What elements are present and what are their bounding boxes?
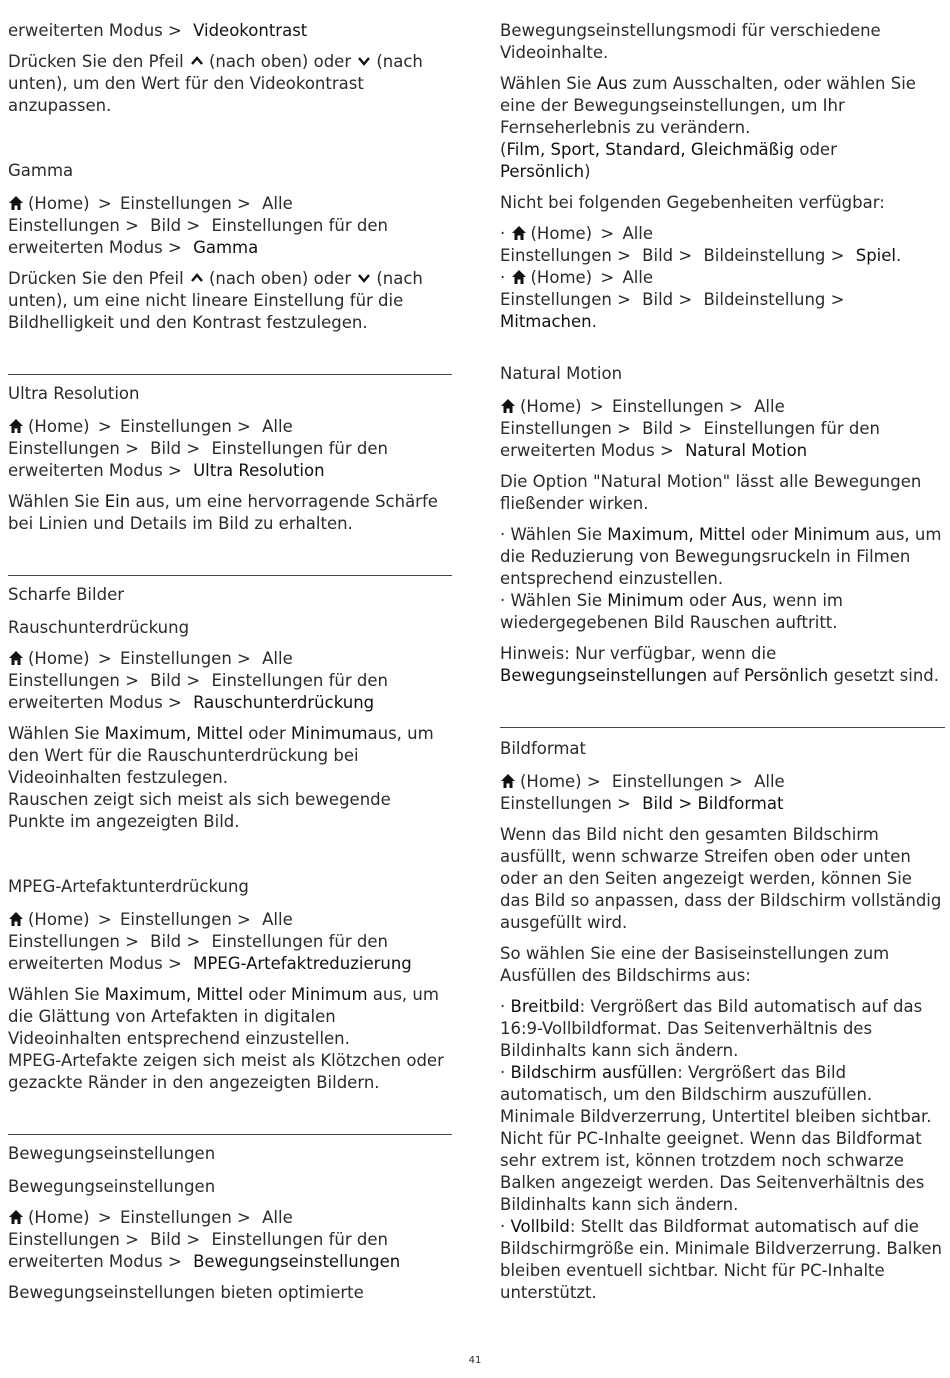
path-segment: (Home) — [520, 397, 582, 416]
text: zum Ausschalten, oder wählen Sie eine der Bewegungseinstellungen, um Ihr Fernseherlebnis zu verändern. — [500, 74, 916, 137]
path-segment: erweiterten Modus > — [8, 461, 182, 480]
chevron-down-icon — [356, 53, 372, 69]
not-available-list — [500, 223, 945, 333]
text: oder — [248, 724, 286, 743]
option-bildschirm-ausfuellen: Bildschirm ausfüllen — [510, 1063, 678, 1082]
option-persoenlich: Persönlich — [500, 162, 585, 181]
chevron-down-icon — [356, 270, 372, 286]
text: auf — [712, 666, 739, 685]
path-target: Natural Motion — [685, 441, 808, 460]
path-segment: Bild > — [150, 439, 201, 458]
path-segment: Bild > — [150, 932, 201, 951]
path-segment: Alle — [262, 910, 293, 929]
path-segment: Einstellungen > — [8, 671, 139, 690]
section-title-bewegungseinstellungen: Bewegungseinstellungen — [8, 1144, 216, 1163]
home-icon — [500, 398, 516, 414]
path-segment: Bildeinstellung > — [703, 290, 845, 309]
option-mittel: Mittel — [196, 985, 244, 1004]
path-separator: > — [97, 417, 112, 436]
path-segment: Einstellungen > — [119, 910, 251, 929]
path-target: Videokontrast — [193, 21, 308, 40]
path-segment: (Home) — [28, 649, 90, 668]
natural-motion-note — [500, 643, 945, 687]
path-segment: Bild > — [642, 290, 693, 309]
motion-options-list — [500, 139, 945, 183]
bildformat-options — [500, 996, 945, 1304]
text: aus, um die Reduzierung von Bewegungsruckeln in Filmen entsprechend einzustellen. — [500, 525, 942, 588]
text: Drücken Sie den Pfeil — [8, 52, 184, 71]
menu-path-bildformat — [500, 771, 945, 815]
text: (nach oben) oder — [208, 52, 352, 71]
option-persoenlich: Persönlich — [744, 666, 829, 685]
path-separator: > — [600, 224, 615, 243]
text: · Wählen Sie — [500, 525, 602, 544]
path-target: Mitmachen — [500, 312, 592, 331]
path-segment: (Home) — [28, 194, 90, 213]
path-segment: Einstellungen für den — [703, 419, 880, 438]
section-title-natural-motion: Natural Motion — [500, 364, 623, 383]
option-mittel: Mittel — [196, 724, 244, 743]
section-title-gamma: Gamma — [8, 161, 74, 180]
text: (nach unten), um den Wert für den Videokontrast anzupassen. — [8, 52, 423, 115]
path-target: MPEG-Artefaktreduzierung — [193, 954, 412, 973]
path-segment: Bild > — [150, 671, 201, 690]
text: : Stellt das Bildformat automatisch auf die Bildschirmgröße ein. Minimale Bildverzerrung. Balken bleiben eventuell sichtbar. Nicht für PC-Inhalte unterstützt. — [500, 1217, 942, 1302]
option-film: Film, — [506, 140, 546, 159]
option-maximum: Maximum, — [104, 724, 192, 743]
text: Wählen Sie — [8, 724, 100, 743]
motion-options-description — [500, 73, 945, 139]
path-segment: Einstellungen > — [8, 216, 139, 235]
text: aus, um den Wert für die Rauschunterdrückung bei Videoinhalten festzulegen. — [8, 724, 434, 787]
path-segment: Einstellungen > — [8, 439, 139, 458]
option-standard: Standard, — [605, 140, 686, 159]
menu-path-bewegungseinstellungen — [8, 1207, 452, 1273]
mpeg-description — [8, 984, 452, 1094]
menu-path-natural-motion — [500, 396, 945, 462]
section-scharfe-bilder — [8, 575, 452, 833]
path-segment: Einstellungen > — [119, 194, 251, 213]
text: gesetzt sind. — [833, 666, 940, 685]
path-segment: erweiterten Modus > — [8, 1252, 182, 1271]
option-maximum: Maximum, — [607, 525, 694, 544]
option-minimum: Minimum — [793, 525, 870, 544]
path-target: Spiel — [855, 246, 896, 265]
path-target: Gamma — [193, 238, 259, 257]
chevron-up-icon — [189, 270, 205, 286]
text: ( — [500, 140, 507, 159]
path-segment: Einstellungen > — [119, 1208, 251, 1227]
menu-path-gamma — [8, 193, 452, 259]
path-separator: > — [97, 194, 112, 213]
path-separator: > — [600, 268, 615, 287]
right-column — [500, 20, 945, 1304]
path-segment: (Home) — [28, 910, 90, 929]
section-subtitle-rauschunterdrueckung: Rauschunterdrückung — [8, 618, 190, 637]
left-column — [8, 20, 452, 1304]
path-segment: Einstellungen > — [611, 772, 743, 791]
path-separator: > — [97, 910, 112, 929]
path-segment: Einstellungen > — [8, 1230, 139, 1249]
path-target: Ultra Resolution — [193, 461, 325, 480]
text: MPEG-Artefakte zeigen sich meist als Klötzchen oder gezackte Ränder in den angezeigten Bildern. — [8, 1051, 444, 1092]
bullet: · — [500, 1217, 511, 1236]
path-segment: erweiterten Modus > — [8, 21, 182, 40]
path-segment: erweiterten Modus > — [8, 693, 182, 712]
natural-motion-description: Die Option "Natural Motion" lässt alle Bewegungen fließender wirken. — [500, 472, 922, 513]
videokontrast-description — [8, 51, 452, 117]
path-segment: Einstellungen > — [500, 419, 631, 438]
text: Drücken Sie den Pfeil — [8, 269, 184, 288]
option-ein: Ein — [104, 492, 131, 511]
path-segment: Einstellungen für den — [211, 1230, 388, 1249]
menu-path-rauschunterdrueckung — [8, 648, 452, 714]
path-separator: > — [97, 1208, 112, 1227]
path-segment: (Home) — [28, 1208, 90, 1227]
section-title-mpeg: MPEG-Artefaktunterdrückung — [8, 877, 249, 896]
bewegungseinstellungen-description: Bewegungseinstellungen bieten optimierte — [8, 1283, 364, 1302]
path-segment: (Home) — [530, 224, 593, 243]
chevron-up-icon — [189, 53, 205, 69]
ultra-resolution-description — [8, 491, 452, 535]
option-vollbild: Vollbild — [510, 1217, 570, 1236]
not-available-heading: Nicht bei folgenden Gegebenheiten verfügbar: — [500, 193, 885, 212]
text: Hinweis: Nur verfügbar, wenn die — [500, 644, 777, 663]
path-segment: Alle — [262, 417, 293, 436]
text: Wählen Sie — [8, 492, 100, 511]
path-segment: (Home) — [530, 268, 593, 287]
path-segment: Einstellungen > — [500, 290, 631, 309]
path-segment: erweiterten Modus > — [8, 238, 182, 257]
option-aus: Aus — [596, 74, 628, 93]
home-icon — [511, 225, 527, 241]
home-icon — [8, 1209, 24, 1225]
text: oder — [688, 591, 727, 610]
path-segment: Einstellungen > — [500, 794, 631, 813]
path-segment: Bild > — [642, 246, 693, 265]
section-bewegungseinstellungen — [8, 1134, 452, 1304]
path-segment: Einstellungen für den — [211, 671, 388, 690]
text: Rauschen zeigt sich meist als sich bewegende Punkte im angezeigten Bild. — [8, 790, 391, 831]
path-segment: Alle — [262, 1208, 293, 1227]
text: , wenn im wiedergegebenen Bild Rauschen auftritt. — [500, 591, 843, 632]
bullet: · — [500, 1063, 511, 1082]
option-aus: Aus — [731, 591, 763, 610]
gamma-description — [8, 268, 452, 334]
bullet: · — [500, 268, 511, 287]
home-icon — [8, 418, 24, 434]
option-minimum: Minimum — [291, 985, 368, 1004]
text: oder — [799, 140, 837, 159]
natural-motion-bullets — [500, 524, 945, 634]
path-segment: (Home) — [28, 417, 90, 436]
path-segment: Alle — [754, 397, 785, 416]
path-segment: Einstellungen für den — [211, 216, 388, 235]
path-segment: Einstellungen > — [119, 417, 251, 436]
menu-path-ultra-resolution — [8, 416, 452, 482]
path-segment: Bild > — [642, 419, 693, 438]
section-mpeg — [8, 876, 452, 1094]
option-sport: Sport, — [550, 140, 601, 159]
text: · Wählen Sie — [500, 591, 602, 610]
text: : Vergrößert das Bild automatisch auf das 16:9-Vollbildformat. Das Seitenverhältnis des Bildinhalts kann sich ändern. — [500, 997, 923, 1060]
section-title-bildformat: Bildformat — [500, 739, 587, 758]
motion-continued-line: Bewegungseinstellungsmodi für verschiedene Videoinhalte. — [500, 21, 881, 62]
option-minimum: Minimum — [607, 591, 684, 610]
menu-path-videokontrast — [8, 20, 452, 42]
page-number: 41 — [468, 1355, 482, 1366]
section-subtitle-bewegungseinstellungen: Bewegungseinstellungen — [8, 1177, 216, 1196]
path-separator: > — [97, 649, 112, 668]
text: oder — [750, 525, 789, 544]
section-gamma — [8, 160, 452, 334]
path-segment: erweiterten Modus > — [500, 441, 674, 460]
path-segment: Bild > — [150, 1230, 201, 1249]
text: oder — [248, 985, 286, 1004]
path-segment: Alle — [262, 194, 293, 213]
path-target: Bewegungseinstellungen — [193, 1252, 401, 1271]
path-segment: Einstellungen für den — [211, 932, 388, 951]
option-maximum: Maximum, — [104, 985, 192, 1004]
home-icon — [511, 269, 527, 285]
text: Wählen Sie — [8, 985, 100, 1004]
option-minimum: Minimum — [291, 724, 368, 743]
option-mittel: Mittel — [699, 525, 746, 544]
path-segment: Alle — [622, 268, 654, 287]
setting-name: Bewegungseinstellungen — [500, 666, 708, 685]
text: : Vergrößert das Bild automatisch, um den Bildschirm auszufüllen. Minimale Bildverzerrung, Untertitel bleiben sichtbar. Nicht für PC-Inhalte geeignet. Wenn das Bildformat sehr extrem ist, können trotzdem noch schwarze Balken angezeigt werden. Das Seitenverhältnis des Bildinhalts kann sich ändern. — [500, 1063, 932, 1214]
path-segment: Einstellungen > — [611, 397, 743, 416]
path-segment: Bild > — [150, 216, 201, 235]
path-target: Bild > Bildformat — [642, 794, 784, 813]
bildformat-description: Wenn das Bild nicht den gesamten Bildschirm ausfüllt, wenn schwarze Streifen oben oder unten oder an den Seiten angezeigt werden, können Sie das Bild so anpassen, dass der Bildschirm vollständig ausgefüllt wird. — [500, 825, 942, 932]
text: aus, um eine hervorragende Schärfe bei Linien und Details im Bild zu erhalten. — [8, 492, 438, 533]
path-segment: Einstellungen für den — [211, 439, 388, 458]
path-segment: Alle — [262, 649, 293, 668]
path-segment: Alle — [622, 224, 654, 243]
path-segment: Einstellungen > — [119, 649, 251, 668]
path-segment: Einstellungen > — [8, 932, 139, 951]
path-segment: Bildeinstellung > — [703, 246, 845, 265]
path-separator: > — [589, 397, 604, 416]
path-segment: Einstellungen > — [500, 246, 631, 265]
path-segment: Alle — [754, 772, 785, 791]
home-icon — [8, 911, 24, 927]
text: ) — [584, 162, 591, 181]
text: (nach oben) oder — [208, 269, 352, 288]
bullet: · — [500, 997, 511, 1016]
text: aus, um die Glättung von Artefakten in digitalen Videoinhalten entsprechend einzustellen. — [8, 985, 439, 1048]
section-bildformat — [500, 727, 945, 1304]
section-title-scharfe-bilder: Scharfe Bilder — [8, 585, 124, 604]
path-segment: erweiterten Modus > — [8, 954, 182, 973]
section-ultra-resolution — [8, 374, 452, 535]
section-title-ultra-resolution: Ultra Resolution — [8, 384, 140, 403]
path-target: Rauschunterdrückung — [193, 693, 375, 712]
bildformat-intro: So wählen Sie eine der Basiseinstellungen zum Ausfüllen des Bildschirms aus: — [500, 944, 890, 985]
menu-path-mpeg — [8, 909, 452, 975]
text: Wählen Sie — [500, 74, 592, 93]
option-breitbild: Breitbild — [510, 997, 580, 1016]
home-icon — [500, 773, 516, 789]
text: . — [591, 312, 597, 331]
option-gleichmaessig: Gleichmäßig — [690, 140, 795, 159]
text: (nach unten), um eine nicht lineare Einstellung für die Bildhelligkeit und den Kontrast festzulegen. — [8, 269, 423, 332]
text: . — [896, 246, 902, 265]
rauschunterdrueckung-description — [8, 723, 452, 833]
home-icon — [8, 650, 24, 666]
bullet: · — [500, 224, 511, 243]
path-segment: (Home) > — [520, 772, 601, 791]
section-natural-motion — [500, 363, 945, 687]
home-icon — [8, 195, 24, 211]
